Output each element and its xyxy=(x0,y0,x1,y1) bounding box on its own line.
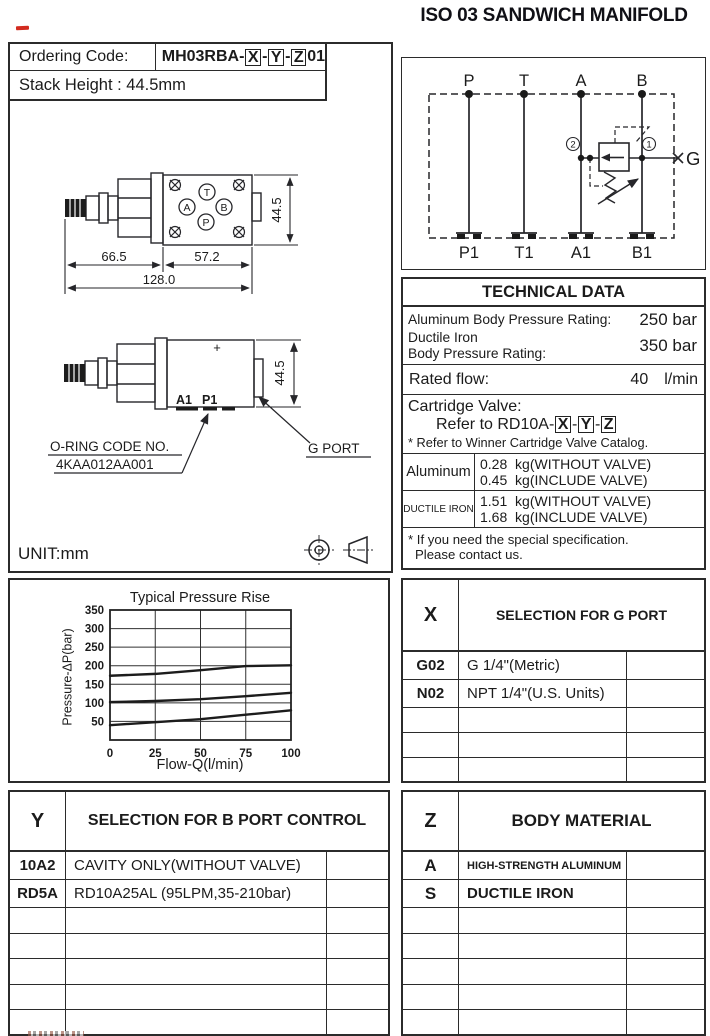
cart-y-box: Y xyxy=(578,416,594,433)
row-description xyxy=(459,985,626,1010)
code-sep1: - xyxy=(262,48,268,65)
row-code xyxy=(10,908,66,933)
oring-label-line1: O-RING CODE NO. xyxy=(50,439,170,454)
row-empty-cell xyxy=(626,880,704,907)
empty-table-row xyxy=(403,934,704,960)
schem-port-b: B xyxy=(636,72,648,90)
table-title: SELECTION FOR G PORT xyxy=(495,607,668,623)
cartridge-valve-block xyxy=(403,395,704,454)
row-code xyxy=(403,758,459,782)
cartridge-note: * Refer to Winner Cartridge Valve Catalog. xyxy=(408,435,649,450)
weight-material: Aluminum xyxy=(403,454,475,490)
svg-text:75: 75 xyxy=(239,748,253,760)
ordering-code-label: Ordering Code: xyxy=(10,44,156,70)
schem-port-p1: P1 xyxy=(458,244,480,262)
aluminum-rating-label: Aluminum Body Pressure Rating: xyxy=(408,312,612,327)
svg-text:350: 350 xyxy=(84,605,104,617)
aluminum-rating-value: 250 bar xyxy=(639,310,697,329)
column-code-header: Z xyxy=(403,792,459,850)
row-empty-cell xyxy=(626,708,704,732)
empty-table-row xyxy=(403,1010,704,1036)
dim-44-5-side: 44.5 xyxy=(272,360,287,386)
empty-table-row xyxy=(403,985,704,1011)
table-body xyxy=(10,852,388,1036)
weight-row-ductile-iron xyxy=(403,491,704,528)
row-code xyxy=(403,934,459,959)
svg-text:0: 0 xyxy=(106,748,114,760)
row-description xyxy=(459,1010,626,1035)
row-empty-cell xyxy=(626,652,704,679)
row-empty-cell xyxy=(326,959,388,984)
technical-data-panel xyxy=(401,277,706,570)
row-description xyxy=(459,733,626,757)
dim-57-2: 57.2 xyxy=(194,249,220,264)
empty-table-row xyxy=(403,733,704,758)
ductile-rating-value: 350 bar xyxy=(639,336,697,355)
code-sep2: - xyxy=(285,48,291,65)
row-description: G 1/4"(Metric) xyxy=(467,657,560,674)
unit-label: UNIT:mm xyxy=(18,544,89,563)
oring-label-line2: 4KAA012AA001 xyxy=(56,457,154,472)
schem-port-p: P xyxy=(463,72,475,90)
port-label-t: T xyxy=(203,187,211,199)
row-description xyxy=(66,959,326,984)
selection-z-table xyxy=(401,790,706,1036)
empty-table-row xyxy=(10,934,388,960)
bottom-port-marks xyxy=(176,407,235,411)
table-title: BODY MATERIAL xyxy=(511,811,652,830)
table-title: SELECTION FOR B PORT CONTROL xyxy=(87,812,367,829)
row-description xyxy=(459,758,626,782)
schem-port-b1: B1 xyxy=(631,244,653,262)
row-empty-cell xyxy=(626,985,704,1010)
marker-1-label: 1 xyxy=(646,139,652,151)
marker-2-label: 2 xyxy=(570,139,576,151)
code-prefix: MH03RBA- xyxy=(161,48,245,65)
selection-y-table xyxy=(8,790,390,1036)
hydraulic-schematic xyxy=(402,58,703,267)
weight-values: 1.51 kg(WITHOUT VALVE) 1.68 kg(INCLUDE VALVE) xyxy=(480,493,652,525)
row-empty-cell xyxy=(626,758,704,782)
row-empty-cell xyxy=(626,852,704,879)
row-code xyxy=(10,985,66,1010)
label-p1: P1 xyxy=(202,393,218,407)
cart-x-box: X xyxy=(555,416,571,433)
row-description xyxy=(459,934,626,959)
row-code xyxy=(403,959,459,984)
pressure-rating-block xyxy=(403,307,704,365)
ordering-code-box xyxy=(8,42,327,101)
svg-text:200: 200 xyxy=(84,660,104,673)
empty-table-row xyxy=(403,908,704,934)
dim-66-5: 66.5 xyxy=(101,249,127,264)
schem-g-label: G xyxy=(686,148,701,169)
row-empty-cell xyxy=(626,680,704,707)
row-empty-cell xyxy=(626,908,704,933)
plus-mark: + xyxy=(213,340,221,355)
svg-text:300: 300 xyxy=(84,623,104,636)
table-header-row xyxy=(10,792,388,852)
row-code xyxy=(10,959,66,984)
row-description xyxy=(66,985,326,1010)
weight-row-aluminum xyxy=(403,454,704,491)
cartridge-refer-line: Refer to RD10A- X - Y - Z xyxy=(408,416,700,434)
chart-y-axis-label: Pressure-ΔP(bar) xyxy=(60,628,75,726)
stack-height-label: Stack Height : 44.5mm xyxy=(19,75,186,94)
table-header-row xyxy=(403,580,704,652)
port-label-p: P xyxy=(202,217,210,229)
row-code xyxy=(403,985,459,1010)
valve-body-outline xyxy=(85,338,263,409)
svg-text:100: 100 xyxy=(84,697,104,710)
column-code-header: Y xyxy=(10,792,66,850)
table-row xyxy=(10,880,388,908)
table-row xyxy=(10,852,388,880)
row-code xyxy=(10,934,66,959)
row-description xyxy=(66,908,326,933)
code-z-box: Z xyxy=(291,49,306,66)
table-row xyxy=(403,652,704,680)
ductile-rating-label: Ductile Iron Body Pressure Rating: xyxy=(408,330,547,361)
row-code: S xyxy=(403,880,459,907)
relief-valve-symbol xyxy=(567,127,684,204)
column-code-header: X xyxy=(403,580,459,650)
schem-port-a: A xyxy=(575,72,587,90)
schem-port-a1: A1 xyxy=(570,244,592,262)
third-angle-projection-icon xyxy=(297,532,377,568)
row-description: CAVITY ONLY(WITHOUT VALVE) xyxy=(74,857,301,874)
row-code xyxy=(403,733,459,757)
empty-table-row xyxy=(10,985,388,1011)
label-a1: A1 xyxy=(176,393,192,407)
svg-text:100: 100 xyxy=(281,748,301,760)
cartridge-valve-label: Cartridge Valve: xyxy=(408,398,522,415)
schem-port-t: T xyxy=(518,72,530,90)
table-header-row xyxy=(403,792,704,852)
row-description: NPT 1/4"(U.S. Units) xyxy=(467,685,605,702)
row-empty-cell xyxy=(626,934,704,959)
empty-table-row xyxy=(403,959,704,985)
table-row xyxy=(403,680,704,708)
gport-label: G PORT xyxy=(308,441,360,456)
ordering-code-value xyxy=(156,44,325,70)
special-spec-note: * If you need the special specification. Please contact us. xyxy=(408,532,629,562)
technical-data-header: TECHNICAL DATA xyxy=(403,279,704,307)
document-title: ISO 03 SANDWICH MANIFOLD xyxy=(420,5,688,26)
row-description: HIGH-STRENGTH ALUMINUM xyxy=(467,859,622,872)
svg-text:150: 150 xyxy=(84,679,104,692)
row-description xyxy=(459,908,626,933)
empty-table-row xyxy=(403,708,704,733)
rated-flow-row xyxy=(403,365,704,395)
dim-128-0: 128.0 xyxy=(142,272,176,287)
row-empty-cell xyxy=(326,852,388,879)
manifold-boundary xyxy=(429,94,674,238)
red-dash-mark xyxy=(16,26,29,31)
empty-table-row xyxy=(403,758,704,783)
row-empty-cell xyxy=(626,959,704,984)
hydraulic-schematic-panel xyxy=(401,57,706,270)
valve-side-view-drawing xyxy=(20,307,390,485)
svg-text:25: 25 xyxy=(148,748,162,760)
table-body xyxy=(403,652,704,783)
chart-title: Typical Pressure Rise xyxy=(129,590,271,606)
row-code: RD5A xyxy=(10,880,66,907)
row-description xyxy=(66,1010,326,1035)
port-label-b: B xyxy=(220,202,228,214)
row-empty-cell xyxy=(326,1010,388,1035)
cart-z-box: Z xyxy=(601,416,616,433)
selection-x-table xyxy=(401,578,706,783)
schem-port-t1: T1 xyxy=(514,244,534,262)
weight-material: DUCTILE IRON xyxy=(403,491,475,527)
valve-top-view-drawing xyxy=(20,162,390,304)
row-description: RD10A25AL (95LPM,35-210bar) xyxy=(74,885,292,902)
table-row xyxy=(403,852,704,880)
pressure-rise-chart-panel xyxy=(8,578,390,783)
cropped-footer-mark xyxy=(28,1031,84,1036)
weight-values: 0.28 kg(WITHOUT VALVE) 0.45 kg(INCLUDE VALVE) xyxy=(480,456,652,488)
top-port-labels xyxy=(463,72,647,90)
table-row xyxy=(403,880,704,908)
empty-table-row xyxy=(10,908,388,934)
dim-44-5-top: 44.5 xyxy=(269,197,284,223)
row-description: DUCTILE IRON xyxy=(467,885,574,902)
port-label-a: A xyxy=(183,202,191,214)
ordering-code-row xyxy=(10,44,325,71)
code-y-box: Y xyxy=(268,49,284,66)
empty-table-row xyxy=(10,959,388,985)
table-body xyxy=(403,852,704,1036)
row-empty-cell xyxy=(326,934,388,959)
row-empty-cell xyxy=(326,985,388,1010)
svg-text:50: 50 xyxy=(91,716,104,729)
row-code xyxy=(403,1010,459,1035)
drawing-panel xyxy=(8,42,393,573)
row-empty-cell xyxy=(626,733,704,757)
row-empty-cell xyxy=(326,880,388,907)
rated-flow-value: 40 l/min xyxy=(630,370,698,388)
row-code: G02 xyxy=(403,652,459,679)
row-code: A xyxy=(403,852,459,879)
svg-text:50: 50 xyxy=(194,748,207,760)
row-code xyxy=(403,708,459,732)
row-code: N02 xyxy=(403,680,459,707)
row-empty-cell xyxy=(626,1010,704,1035)
row-description xyxy=(459,708,626,732)
rated-flow-label: Rated flow: xyxy=(409,370,490,388)
chart-x-axis-label: Flow-Q(l/min) xyxy=(156,757,244,773)
code-x-box: X xyxy=(245,49,261,66)
row-description xyxy=(66,934,326,959)
bottom-port-labels xyxy=(459,244,652,262)
row-description xyxy=(459,959,626,984)
code-suffix: 01 xyxy=(307,48,325,65)
row-code: 10A2 xyxy=(10,852,66,879)
row-empty-cell xyxy=(326,908,388,933)
svg-text:250: 250 xyxy=(84,642,104,655)
row-code xyxy=(403,908,459,933)
